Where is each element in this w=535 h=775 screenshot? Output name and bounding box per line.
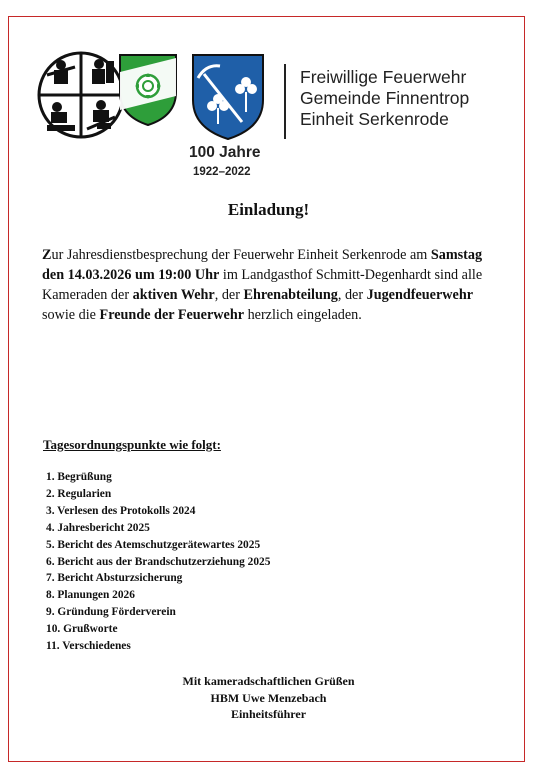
agenda-item: 7. Bericht Absturzsicherung xyxy=(46,572,183,585)
intro-text-run: , der xyxy=(337,287,367,303)
intro-text-run: sowie die xyxy=(42,307,100,323)
agenda-item: 10. Grußworte xyxy=(46,623,118,636)
agenda-list xyxy=(46,469,270,655)
intro-bold-run: Samstag den 14.03.2026 um 19:00 Uhr xyxy=(42,247,483,283)
fire-brigade-emblem-icon xyxy=(37,47,125,143)
agenda-item: 8. Planungen 2026 xyxy=(46,589,135,602)
anniversary-years: 1922–2022 xyxy=(193,166,251,178)
intro-bold-run: Jugendfeuerwehr xyxy=(366,287,474,303)
invitation-heading: Einladung! xyxy=(227,200,310,219)
agenda-item: 9. Gründung Förderverein xyxy=(46,606,176,619)
agenda-item: 1. Begrüßung xyxy=(46,471,112,483)
intro-bold-run: Freunde der Feuerwehr xyxy=(99,307,245,323)
agenda-item: 6. Bericht aus der Brandschutzerziehung 2025 xyxy=(46,555,271,568)
serkenrode-coat-of-arms-icon xyxy=(190,52,266,142)
agenda-item: 3. Verlesen des Protokolls 2024 xyxy=(46,504,196,517)
closing-greeting: Mit kameradschaftlichen Grüßen xyxy=(182,674,355,688)
invitation-page xyxy=(8,16,525,762)
intro-text-run: ur Jahresdienstbesprechung der Feuerwehr Einheit Serkenrode am xyxy=(51,247,431,263)
closing-signer: HBM Uwe Menzebach xyxy=(210,690,327,705)
intro-text-run: , der xyxy=(214,287,244,303)
intro-text-run: im Landgasthof Schmitt-Degenhardt sind alle Kameraden der xyxy=(42,267,483,303)
agenda-item: 11. Verschiedenes xyxy=(46,640,131,653)
org-name-line-2: Gemeinde Finnentrop xyxy=(300,88,470,108)
closing-role: Einheitsführer xyxy=(230,707,307,721)
org-name-line-1: Freiwillige Feuerwehr xyxy=(300,67,467,87)
invitation-intro-text xyxy=(42,245,502,325)
intro-text-run: herzlich eingeladen. xyxy=(244,307,362,323)
intro-bold-run: Ehrenabteilung xyxy=(243,287,338,303)
agenda-item: 4. Jahresbericht 2025 xyxy=(46,521,150,534)
agenda-title: Tagesordnungspunkte wie folgt: xyxy=(43,437,221,452)
intro-bold-run: Z xyxy=(42,247,52,263)
intro-bold-run: aktiven Wehr xyxy=(132,287,215,303)
anniversary-label: 100 Jahre xyxy=(189,144,261,161)
header-divider xyxy=(284,64,286,139)
agenda-item: 2. Regularien xyxy=(46,487,112,500)
org-name-line-3: Einheit Serkenrode xyxy=(300,109,449,129)
agenda-item: 5. Bericht des Atemschutzgerätewartes 2025 xyxy=(46,538,261,551)
finnentrop-coat-of-arms-icon xyxy=(117,52,179,128)
closing-block xyxy=(1,673,535,723)
